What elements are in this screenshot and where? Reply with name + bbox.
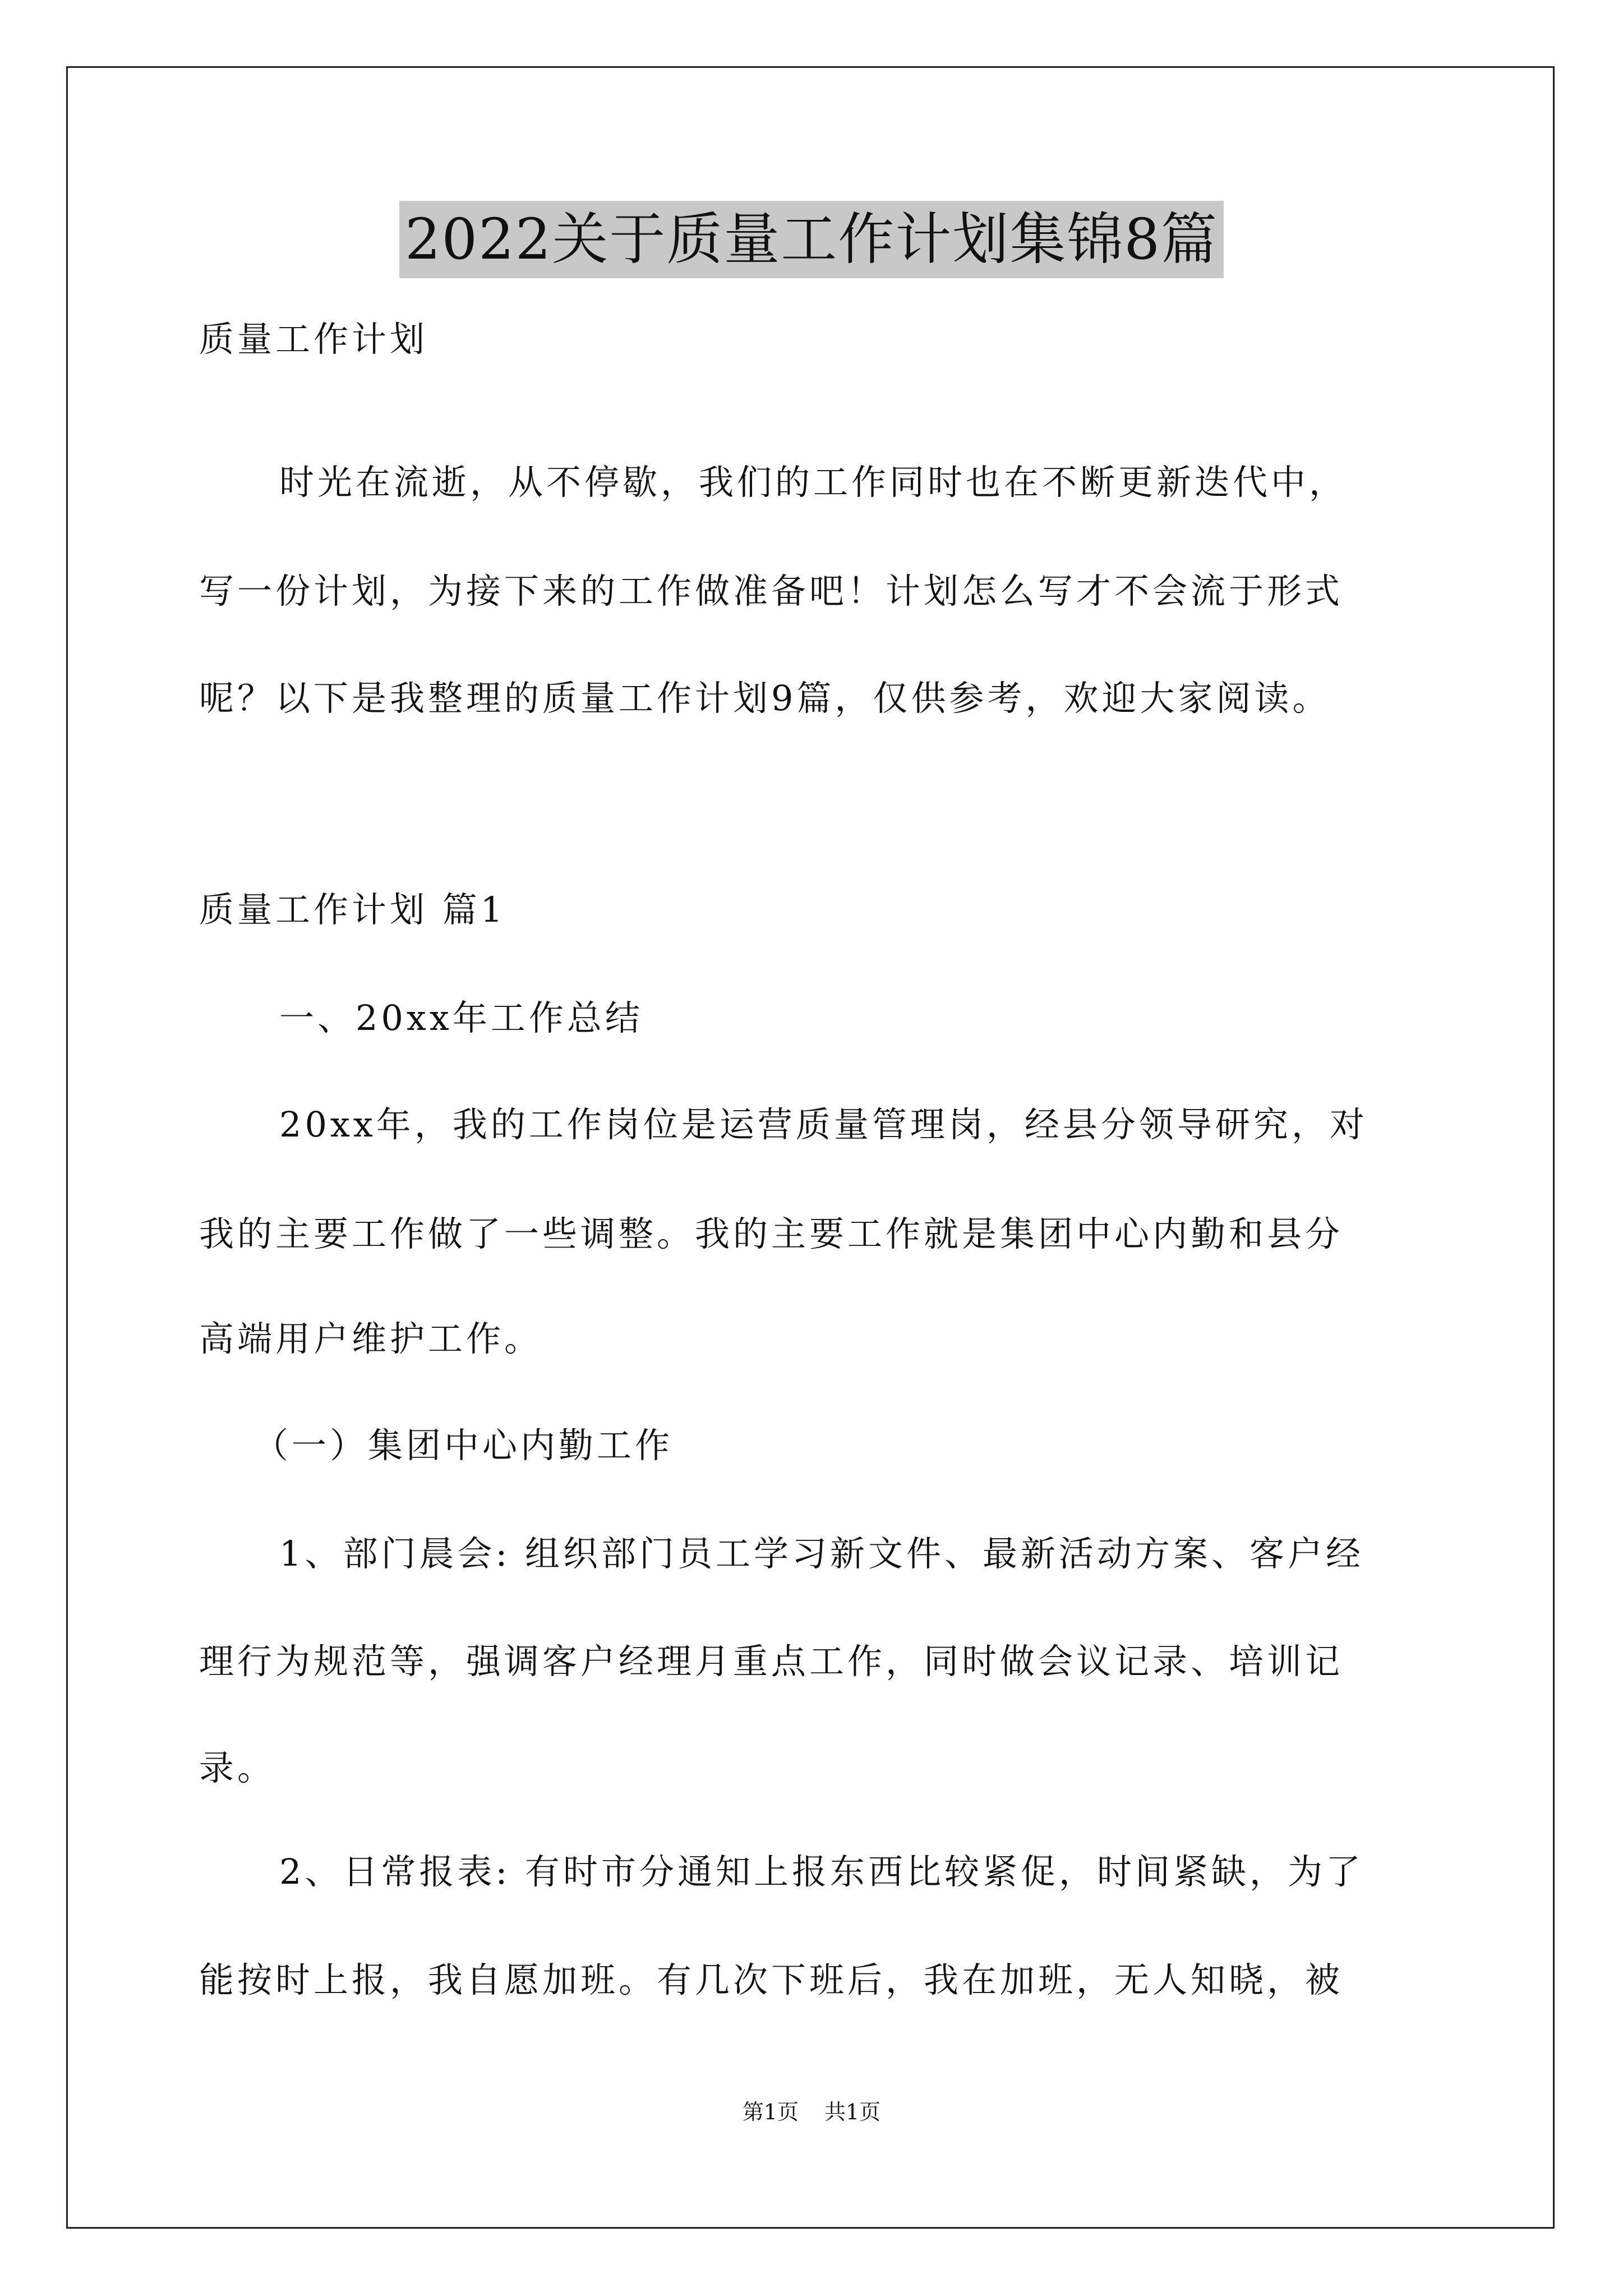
paragraph-line: 时光在流逝，从不停歇，我们的工作同时也在不断更新迭代中， bbox=[279, 462, 1348, 503]
page-footer bbox=[0, 2098, 1623, 2126]
paragraph-line: 写一份计划，为接下来的工作做准备吧！计划怎么写才不会流于形式 bbox=[199, 570, 1344, 611]
paragraph-line: 20xx年，我的工作岗位是运营质量管理岗，经县分领导研究，对 bbox=[279, 1104, 1368, 1145]
paragraph-line: 能按时上报，我自愿加班。有几次下班后，我在加班，无人知晓，被 bbox=[199, 1959, 1344, 2000]
paragraph-line: 呢？以下是我整理的质量工作计划9篇，仅供参考，欢迎大家阅读。 bbox=[199, 678, 1331, 719]
title-container bbox=[0, 201, 1623, 278]
paragraph-line: 录。 bbox=[199, 1747, 276, 1788]
section-heading: 质量工作计划 篇1 bbox=[199, 889, 506, 930]
paragraph-line: 理行为规范等，强调客户经理月重点工作，同时做会议记录、培训记 bbox=[199, 1641, 1344, 1682]
paragraph-line: 高端用户维护工作。 bbox=[199, 1318, 543, 1359]
section-heading: 质量工作计划 bbox=[199, 319, 428, 360]
paragraph-line: 2、日常报表: 有时市分通知上报东西比较紧促，时间紧缺，为了 bbox=[279, 1851, 1364, 1892]
subheading: 一、20xx年工作总结 bbox=[279, 997, 643, 1038]
paragraph-line: 我的主要工作做了一些调整。我的主要工作就是集团中心内勤和县分 bbox=[199, 1213, 1344, 1254]
page-total: 共1页 bbox=[824, 2100, 881, 2124]
page-number: 第1页 bbox=[742, 2100, 799, 2124]
paragraph-line: 1、部门晨会: 组织部门员工学习新文件、最新活动方案、客户经 bbox=[279, 1533, 1364, 1574]
document-title: 2022关于质量工作计划集锦8篇 bbox=[399, 201, 1224, 278]
subheading: （一）集团中心内勤工作 bbox=[253, 1425, 674, 1466]
page-border bbox=[66, 66, 1555, 2229]
